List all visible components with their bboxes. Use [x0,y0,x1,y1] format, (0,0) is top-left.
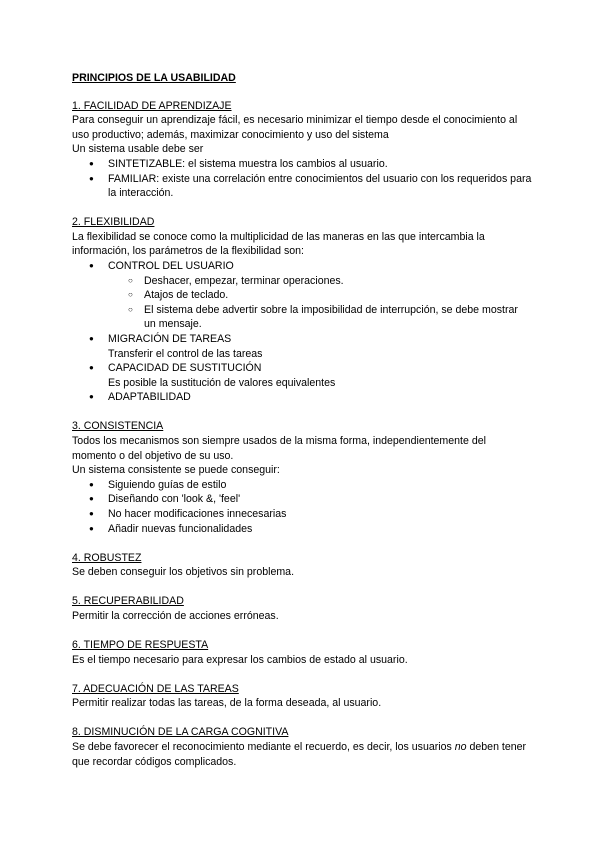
section-heading: 4. ROBUSTEZ [72,551,142,564]
bullet-list [72,478,532,536]
section-consistencia [72,419,532,536]
list-item-label: MIGRACIÓN DE TAREAS [108,333,232,345]
list-item: ● Diseñando con 'look &, 'feel' [72,492,532,507]
document-content [72,71,532,784]
section-adecuacion-tareas [72,682,532,711]
list-item: ● Siguiendo guías de estilo [72,478,532,493]
section-robustez [72,551,532,580]
list-item: ● SINTETIZABLE: el sistema muestra los cambios al usuario. [72,157,532,172]
sub-bullet-list [108,274,532,332]
section-flexibilidad [72,215,532,405]
paragraph: Se deben conseguir los objetivos sin problema. [72,566,295,579]
list-item: ● No hacer modificaciones innecesarias [72,507,532,522]
section-heading: 7. ADECUACIÓN DE LAS TAREAS [72,682,239,695]
section-heading: 3. CONSISTENCIA [72,420,164,433]
section-heading: 2. FLEXIBILIDAD [72,216,155,229]
list-item-label: CAPACIDAD DE SUSTITUCIÓN [108,362,262,375]
section-facilidad-aprendizaje [72,99,532,201]
document-title: PRINCIPIOS DE LA USABILIDAD [72,72,236,84]
list-item: ● FAMILIAR: existe una correlación entre conocimientos del usuario con los requeridos para la interacción. [72,172,532,201]
list-item [72,361,532,390]
bullet-list [72,259,532,405]
paragraph: La flexibilidad se conoce como la multiplicidad de las maneras en las que intercambia la información, los parámetros de la flexibilidad son: [72,230,485,258]
paragraph: Un sistema consistente se puede conseguir: [72,464,280,477]
list-item-label: CONTROL DEL USUARIO [108,260,234,273]
section-heading: 8. DISMINUCIÓN DE LA CARGA COGNITIVA [72,726,289,739]
section-tiempo-respuesta [72,638,532,667]
list-item: ● ADAPTABILIDAD [72,390,532,405]
list-item-note: Transferir el control de las tareas [108,347,263,360]
paragraph: Un sistema usable debe ser [72,143,204,156]
section-heading: 5. RECUPERABILIDAD [72,595,184,608]
section-carga-cognitiva [72,725,532,769]
section-heading: 6. TIEMPO DE RESPUESTA [72,639,209,652]
bullet-list [72,157,532,201]
paragraph [72,740,532,769]
paragraph-text: Se debe favorecer el reconocimiento mediante el recuerdo, es decir, los usuarios [72,741,455,754]
list-item [72,259,532,332]
paragraph: Permitir la corrección de acciones erróneas. [72,610,279,622]
paragraph: Permitir realizar todas las tareas, de la forma deseada, al usuario. [72,697,382,710]
section-recuperabilidad [72,594,532,623]
paragraph-text: deben tener que recordar códigos complicados. [72,741,527,768]
sub-list-item: ○ Atajos de teclado. [108,288,532,303]
sub-list-item: ○ Deshacer, empezar, terminar operaciones. [108,274,532,289]
list-item: ● Añadir nuevas funcionalidades [72,522,532,537]
sub-list-item: ○ El sistema debe advertir sobre la imposibilidad de interrupción, se debe mostrar un mensaje. [108,303,532,332]
emphasis-text: no [454,741,467,754]
list-item [72,332,532,361]
section-heading: 1. FACILIDAD DE APRENDIZAJE [72,99,232,112]
paragraph: Todos los mecanismos son siempre usados de la misma forma, independientemente del momento o del objetivo de su uso. [72,435,486,462]
list-item-note: Es posible la sustitución de valores equivalentes [108,376,336,389]
paragraph: Es el tiempo necesario para expresar los cambios de estado al usuario. [72,653,408,666]
paragraph: Para conseguir un aprendizaje fácil, es necesario minimizar el tiempo desde el conocimiento al uso productivo; además, maximizar conocimiento y uso del sistema [72,114,518,141]
